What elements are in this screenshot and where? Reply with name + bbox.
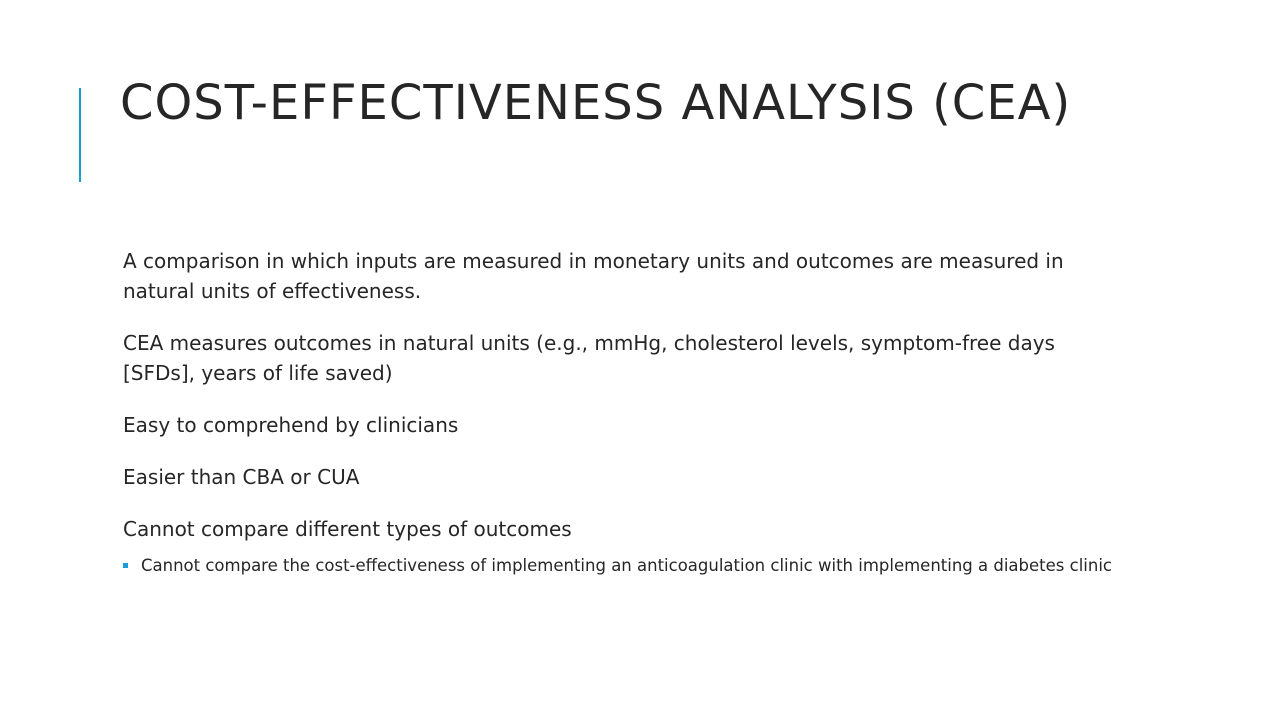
title-accent-bar <box>79 88 81 182</box>
sub-bullet-item <box>123 554 1141 578</box>
body-paragraph-definition: A comparison in which inputs are measured in monetary units and outcomes are measured in natural units of effectiveness. <box>123 249 1064 303</box>
body-paragraph-easier-than: Easier than CBA or CUA <box>123 465 360 489</box>
square-bullet-icon <box>123 563 128 568</box>
slide-body <box>123 246 1113 578</box>
slide-title: COST-EFFECTIVENESS ANALYSIS (CEA) <box>120 75 1072 131</box>
body-paragraph-natural-units: CEA measures outcomes in natural units (e.g., mmHg, cholesterol levels, symptom-free days [SFDs], years of life saved) <box>123 331 1055 385</box>
sub-bullet-text: Cannot compare the cost-effectiveness of implementing an anticoagulation clinic with implementing a diabetes clinic <box>141 556 1112 575</box>
body-paragraph-easy-comprehend: Easy to comprehend by clinicians <box>123 413 459 437</box>
body-paragraph-cannot-compare: Cannot compare different types of outcomes <box>123 517 572 541</box>
